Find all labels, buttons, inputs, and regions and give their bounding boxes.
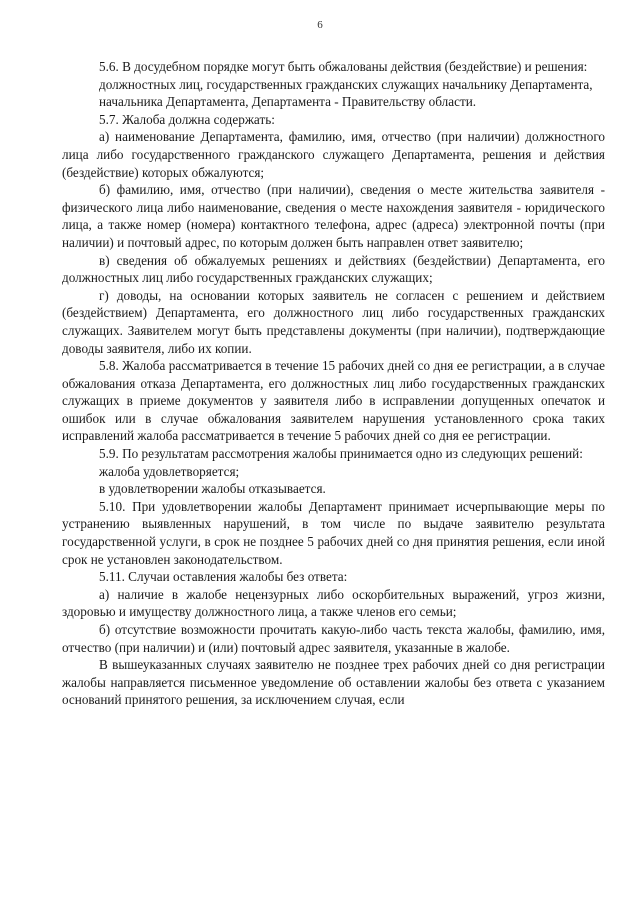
paragraph: 5.6. В досудебном порядке могут быть обжалованы действия (бездействие) и решения: xyxy=(99,59,588,74)
paragraph: в удовлетворении жалобы отказывается. xyxy=(99,481,326,497)
page-number: 6 xyxy=(317,19,323,31)
paragraph: начальника Департамента, Департамента - Правительству области. xyxy=(99,94,477,110)
paragraph: 5.7. Жалоба должна содержать: xyxy=(99,111,275,127)
paragraph: г) доводы, на основании которых заявитель не согласен с решением и действием (бездействием) Департамента, его должностного лиц либо государственных гражданских служащих. Заявителем могут быть представлены документы (при наличии), подтверждающие доводы заявителя, либо их копии. xyxy=(62,287,605,356)
paragraph: а) наличие в жалобе нецензурных либо оскорбительных выражений, угроз жизни, здоровью и имуществу должностного лица, а также членов его семьи; xyxy=(62,586,605,620)
paragraph: 5.8. Жалоба рассматривается в течение 15 рабочих дней со дня ее регистрации, а в случае обжалования отказа Департамента, его должностных лиц либо государственных гражданских служащих в приеме документов у заявителя либо в исправлении допущенных опечаток и ошибок или в случае обжалования заявителем нарушения установленного срока таких исправлений жалоба рассматривается в течение 5 рабочих дней со дня ее регистрации. xyxy=(62,358,605,444)
document-body xyxy=(62,58,605,709)
paragraph: б) фамилию, имя, отчество (при наличии), сведения о месте жительства заявителя - физического лица либо наименование, сведения о месте нахождения заявителя - юридического лица, а также номер (номера) контактного телефона, адрес (адреса) электронной почты (при наличии) и почтовый адрес, по которым должен быть направлен ответ заявителю; xyxy=(62,182,605,250)
paragraph: должностных лиц, государственных гражданских служащих начальнику Департамента, xyxy=(99,76,593,92)
paragraph: 5.10. При удовлетворении жалобы Департамент принимает исчерпывающие меры по устранению выявленных нарушений, в том числе по выдаче заявителю результата государственной услуги, в срок не позднее 5 рабочих дней со дня принятия решения, если иной срок не установлен законодательством. xyxy=(62,498,605,567)
paragraph: в) сведения об обжалуемых решениях и действиях (бездействии) Департамента, его должностных лиц либо государственных гражданских служащих; xyxy=(62,252,605,286)
paragraph: 5.9. По результатам рассмотрения жалобы принимается одно из следующих решений: xyxy=(99,446,583,462)
paragraph: В вышеуказанных случаях заявителю не позднее трех рабочих дней со дня регистрации жалобы направляется письменное уведомление об оставлении жалобы без ответа с указанием оснований принятого решения, за исключением случая, если xyxy=(62,657,605,708)
paragraph: а) наименование Департамента, фамилию, имя, отчество (при наличии) должностного лица либо государственного гражданского служащего Департамента, решения и действия (бездействие) которых обжалуются; xyxy=(62,129,605,180)
paragraph: б) отсутствие возможности прочитать какую-либо часть текста жалобы, фамилию, имя, отчество (при наличии) и (или) почтовый адрес заявителя, указанные в жалобе. xyxy=(62,622,605,655)
paragraph: жалоба удовлетворяется; xyxy=(99,463,240,479)
paragraph: 5.11. Случаи оставления жалобы без ответа: xyxy=(99,569,348,585)
